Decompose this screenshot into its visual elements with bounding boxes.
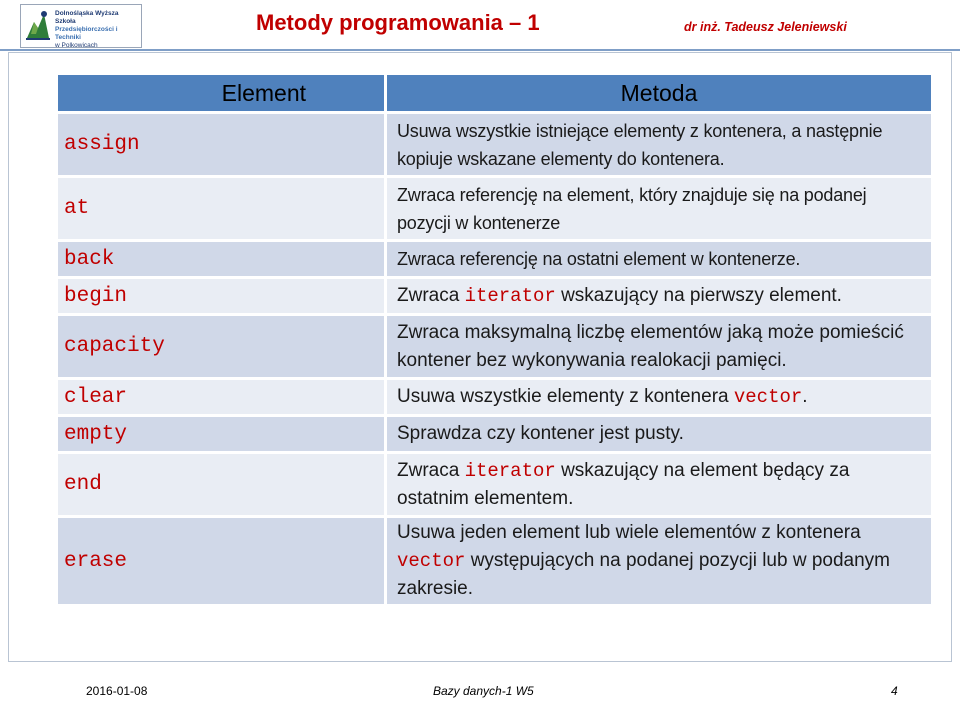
method-name-cell: begin: [58, 279, 384, 313]
code-keyword: vector: [397, 550, 466, 572]
header-divider: [0, 49, 960, 51]
column-header-element: Element: [58, 75, 384, 111]
method-name-cell: clear: [58, 380, 384, 414]
method-description-cell: [387, 454, 931, 515]
logo-line-3: w Polkowicach: [55, 42, 98, 49]
description-text: wskazujący na element będący za ostatnim elementem.: [397, 459, 850, 509]
method-name-cell: empty: [58, 417, 384, 451]
table-row: [58, 417, 931, 451]
author-name: dr inż. Tadeusz Jeleniewski: [684, 20, 847, 34]
method-description-cell: [387, 279, 931, 313]
code-keyword: iterator: [464, 459, 556, 482]
description-text: Usuwa jeden element lub wiele elementów z kontenera: [397, 522, 861, 543]
description-text: Zwraca referencję na ostatni element w kontenerze.: [397, 249, 801, 269]
table-header-row: [58, 75, 931, 111]
method-description-cell: [387, 114, 931, 175]
description-text: Usuwa wszystkie istniejące elementy z kontenera, a następnie kopiuje wskazane elementy do kontenera.: [397, 120, 883, 169]
method-description-cell: [387, 417, 931, 451]
table-row: [58, 454, 931, 515]
logo-line-2: Przedsiębiorczości i Techniki: [55, 26, 118, 41]
description-text: Sprawdza czy kontener jest pusty.: [397, 423, 684, 444]
method-name-cell: capacity: [58, 316, 384, 377]
description-text: Zwraca maksymalną liczbę elementów jaką może pomieścić kontener bez wykonywania realokacji pamięci.: [397, 321, 904, 371]
method-description-cell: [387, 380, 931, 414]
description-text: Zwraca: [397, 285, 465, 306]
column-header-method: Metoda: [387, 75, 931, 111]
method-name-cell: assign: [58, 114, 384, 175]
method-description-cell: [387, 518, 931, 604]
footer-course: Bazy danych-1 W5: [433, 684, 534, 698]
description-text: Zwraca referencję na element, który znajduje się na podanej pozycji w kontenerze: [397, 184, 867, 233]
page-number: 4: [891, 684, 898, 698]
description-text: .: [802, 386, 808, 407]
code-keyword: vector: [733, 386, 803, 408]
code-keyword: iterator: [464, 285, 556, 307]
method-name-cell: end: [58, 454, 384, 515]
slide-header: [0, 0, 960, 50]
method-name-cell: erase: [58, 518, 384, 604]
table-row: [58, 242, 931, 276]
method-name-cell: back: [58, 242, 384, 276]
university-logo: [20, 4, 142, 48]
table-row: [58, 279, 931, 313]
description-text: Usuwa wszystkie elementy z kontenera: [397, 386, 734, 407]
course-title: Metody programowania – 1: [256, 10, 540, 35]
table-row: [58, 114, 931, 175]
description-text: występujących na podanej pozycji lub w podanym zakresie.: [397, 550, 890, 599]
method-description-cell: [387, 178, 931, 239]
table-row: [58, 380, 931, 414]
table-row: [58, 316, 931, 377]
table-row: [58, 178, 931, 239]
logo-line-1: Dolnośląska Wyższa Szkoła: [55, 10, 119, 25]
description-text: wskazujący na pierwszy element.: [555, 285, 842, 306]
table-row: [58, 518, 931, 604]
method-name-cell: at: [58, 178, 384, 239]
footer-date: 2016-01-08: [86, 684, 148, 698]
method-description-cell: [387, 316, 931, 377]
description-text: Zwraca: [397, 459, 465, 481]
method-description-cell: [387, 242, 931, 276]
table-body: [58, 114, 931, 604]
methods-table: [55, 72, 934, 607]
university-name: [55, 10, 139, 50]
university-emblem-icon: [24, 8, 52, 42]
